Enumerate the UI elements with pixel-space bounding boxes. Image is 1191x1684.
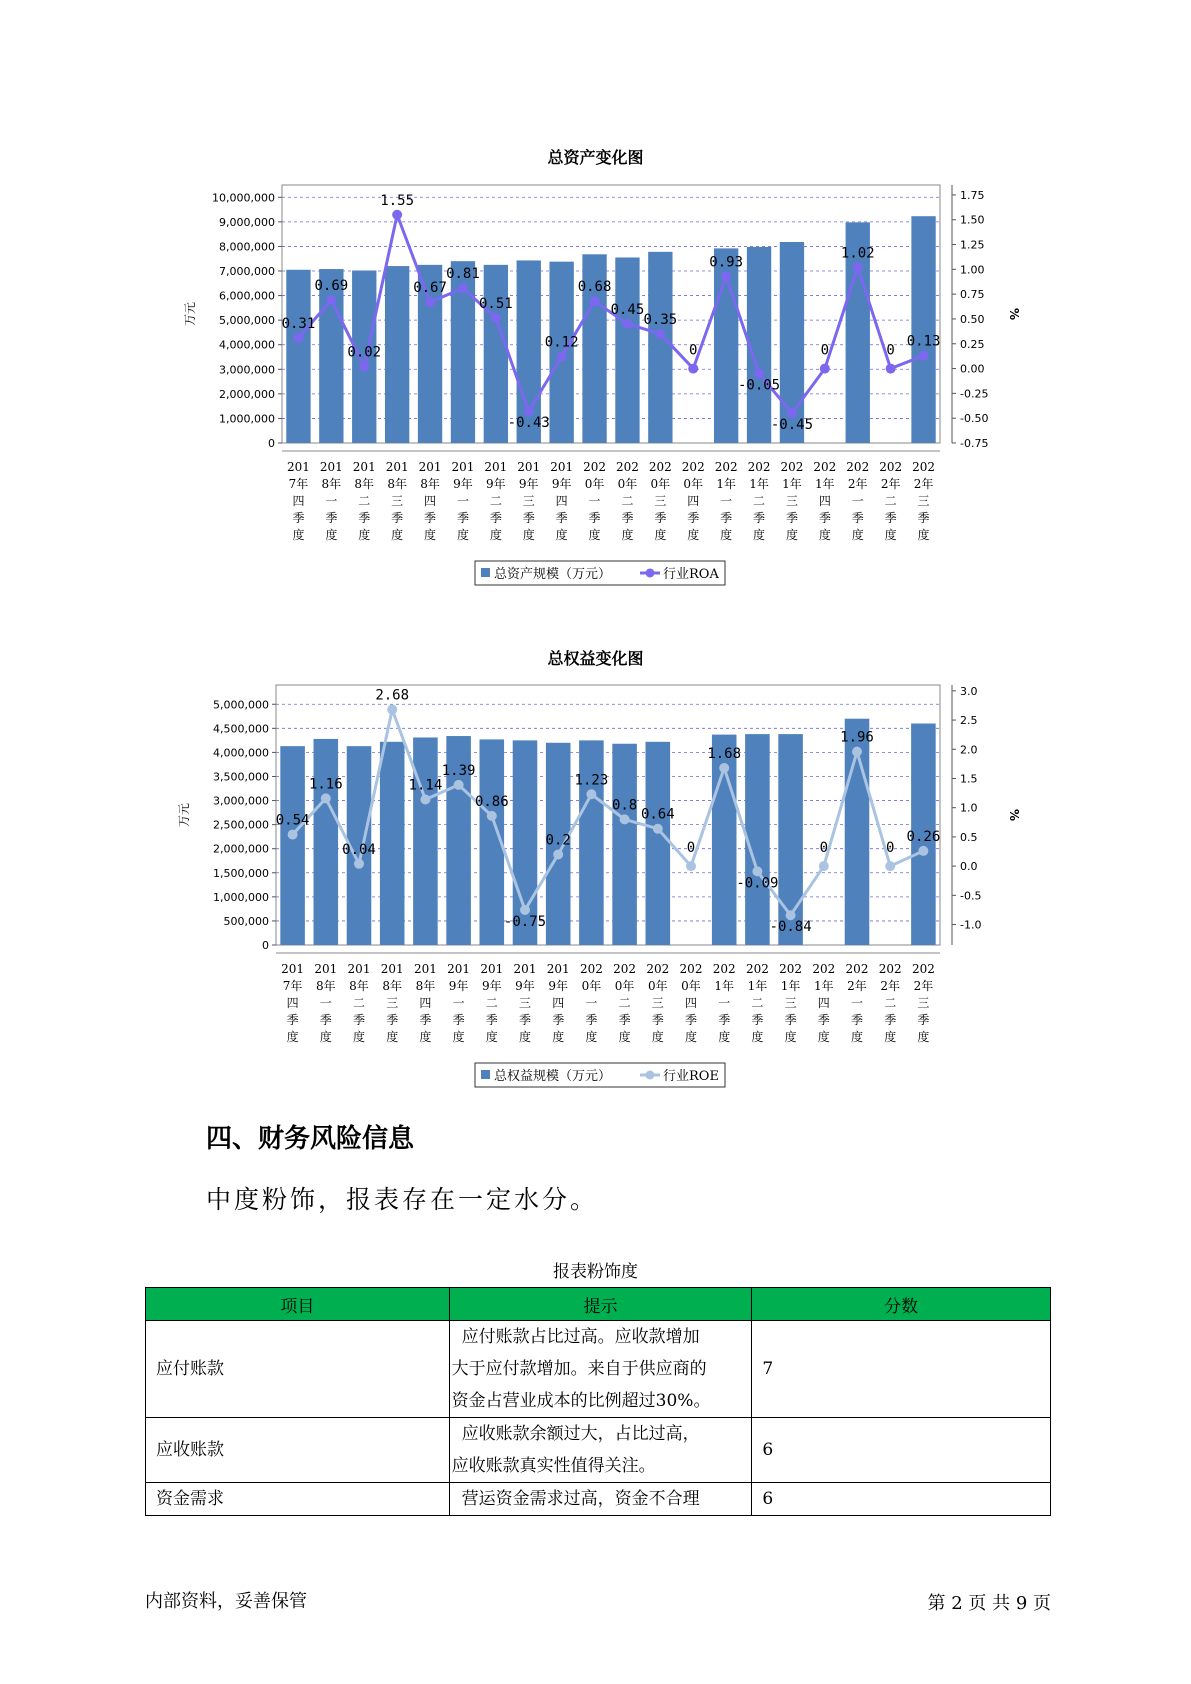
equity-x-tick-label: 202 1年二季度 (745, 962, 769, 1044)
equity-y-tick-label: 500,000 (223, 914, 269, 928)
equity-y2-tick-label: -0.5 (960, 889, 982, 903)
equity-data-label: 1.23 (574, 772, 609, 789)
equity-bar (380, 742, 405, 945)
equity-data-label: 2.68 (375, 687, 410, 704)
assets-data-label: 0.13 (906, 333, 941, 350)
assets-x-tick-label: 202 1年四季度 (813, 460, 837, 542)
equity-x-tick-label: 201 8年一季度 (314, 962, 338, 1044)
equity-data-label: 1.14 (408, 777, 443, 794)
assets-data-label: 0.81 (446, 266, 480, 283)
hint-line: 应收账款余额过大，占比过高， (461, 1424, 700, 1444)
equity-bar (612, 744, 637, 945)
assets-y2-tick-label: -0.75 (960, 437, 989, 450)
header-score: 分数 (752, 1288, 1051, 1321)
equity-y2-tick-label: 1.0 (960, 801, 978, 815)
assets-y2-tick-label: 1.75 (960, 188, 985, 202)
assets-x-tick-label: 201 9年二季度 (484, 460, 508, 542)
row-item: 应收账款 (146, 1418, 450, 1483)
assets-legend-line-label: 行业ROA (663, 567, 719, 582)
assets-y2-tick-label: 1.25 (960, 238, 985, 252)
row-item: 资金需求 (146, 1483, 450, 1516)
assets-point (458, 283, 468, 293)
equity-point (686, 861, 696, 871)
table-row (146, 1483, 1051, 1516)
equity-y2-axis-label: % (1007, 808, 1021, 822)
equity-point (885, 861, 895, 871)
equity-data-label: 0.04 (342, 841, 376, 858)
assets-data-label: 0 (886, 342, 895, 359)
equity-y-tick-label: 0 (262, 939, 269, 952)
assets-legend-bar-label: 总资产规模（万元） (494, 567, 612, 582)
equity-y-tick-label: 4,000,000 (213, 746, 269, 760)
equity-x-tick-label: 201 8年二季度 (347, 962, 371, 1044)
assets-x-tick-label: 202 0年一季度 (583, 460, 607, 542)
assets-bar (385, 266, 409, 443)
assets-y2-tick-label: -0.50 (960, 412, 989, 426)
equity-y-tick-label: 2,500,000 (213, 818, 269, 832)
equity-x-tick-label: 202 0年三季度 (646, 962, 670, 1044)
equity-chart (0, 670, 1191, 1130)
assets-chart (0, 170, 1191, 630)
equity-y2-tick-label: 3.0 (960, 684, 978, 698)
equity-plot-area (276, 685, 940, 945)
assets-data-label: 1.02 (840, 245, 875, 262)
equity-x-tick-label: 202 2年三季度 (911, 962, 935, 1044)
row-item: 应付账款 (146, 1321, 450, 1418)
row-score: 7 (752, 1321, 1051, 1418)
equity-data-label: -0.84 (769, 919, 812, 936)
equity-point (653, 824, 663, 834)
assets-point (721, 271, 731, 281)
assets-x-tick-label: 202 1年一季度 (714, 460, 738, 542)
assets-bar (286, 270, 310, 443)
section-title: 四、财务风险信息 (206, 1124, 415, 1154)
equity-point (288, 830, 298, 840)
assets-x-tick-label: 201 8年一季度 (319, 460, 343, 542)
header-hint: 提示 (449, 1288, 752, 1321)
assets-y2-tick-label: 1.50 (960, 213, 985, 227)
equity-y2-tick-label: 2.5 (960, 714, 978, 728)
equity-data-label: 0.26 (906, 828, 941, 845)
equity-x-tick-label: 201 9年一季度 (447, 962, 471, 1044)
equity-y-tick-label: 4,500,000 (213, 722, 269, 736)
assets-x-tick-label: 201 8年三季度 (385, 460, 409, 542)
equity-bar (579, 740, 604, 945)
assets-y2-tick-label: 0.50 (960, 312, 985, 326)
equity-y2-tick-label: -1.0 (960, 918, 982, 932)
assets-data-label: 0.68 (577, 279, 612, 296)
assets-point (853, 262, 863, 272)
assets-x-tick-label: 201 7年四季度 (286, 460, 310, 542)
equity-legend-line-marker (646, 1071, 655, 1080)
equity-bar (314, 739, 339, 945)
hint-line: 资金占营业成本的比例超过30%。 (451, 1391, 711, 1411)
assets-x-tick-label: 201 8年二季度 (352, 460, 376, 542)
assets-x-tick-label: 202 2年一季度 (846, 460, 870, 542)
assets-y2-axis-label: % (1007, 307, 1021, 321)
equity-bar (413, 737, 438, 945)
table-row (146, 1418, 1051, 1483)
assets-y2-tick-label: 0.75 (960, 288, 985, 302)
assets-y-tick-label: 0 (268, 437, 275, 450)
equity-data-label: 0.86 (474, 793, 509, 810)
assets-data-label: 0.35 (643, 311, 678, 328)
equity-data-label: 0.2 (545, 832, 571, 849)
assets-y-axis-label: 万元 (183, 301, 197, 327)
equity-data-label: 1.68 (707, 745, 742, 762)
row-hint (449, 1483, 752, 1516)
assets-y-tick-label: 3,000,000 (219, 363, 275, 377)
equity-legend-bar-swatch (481, 1070, 490, 1079)
equity-legend-bar-label: 总权益规模（万元） (494, 1069, 612, 1084)
equity-x-tick-label: 202 2年二季度 (878, 962, 902, 1044)
row-hint (449, 1418, 752, 1483)
equity-point (586, 789, 596, 799)
assets-point (590, 296, 600, 306)
assets-data-label: 0.69 (314, 278, 349, 295)
table-row (146, 1321, 1051, 1418)
assets-point (293, 333, 303, 343)
equity-point (387, 705, 397, 715)
section-summary: 中度粉饰，报表存在一定水分。 (206, 1185, 599, 1214)
equity-x-tick-label: 202 1年一季度 (712, 962, 736, 1044)
assets-legend-bar-swatch (481, 568, 490, 577)
assets-point (326, 295, 336, 305)
assets-bar (648, 252, 672, 443)
equity-data-label: -0.09 (736, 875, 779, 892)
equity-point (553, 849, 563, 859)
equity-data-label: 0.8 (611, 797, 638, 814)
assets-point (919, 351, 929, 361)
assets-data-label: 0.02 (347, 344, 382, 361)
equity-x-tick-label: 202 0年二季度 (613, 962, 637, 1044)
equity-point (354, 859, 364, 869)
equity-y-axis-label: 万元 (177, 802, 191, 828)
equity-x-tick-label: 201 9年四季度 (546, 962, 570, 1044)
assets-y-tick-label: 9,000,000 (219, 215, 275, 229)
assets-data-label: 1.55 (380, 192, 415, 209)
hint-line: 大于应付款增加。来自于供应商的 (451, 1359, 707, 1379)
equity-legend-line-label: 行业ROE (663, 1069, 719, 1084)
assets-data-label: -0.45 (770, 417, 814, 434)
equity-bar (745, 734, 770, 945)
equity-y2-tick-label: 0.5 (960, 830, 978, 844)
assets-x-tick-label: 202 0年四季度 (681, 460, 705, 542)
equity-data-label: 1.16 (308, 776, 343, 793)
hint-line: 应收账款真实性值得关注。 (451, 1456, 656, 1476)
assets-data-label: 0 (689, 342, 698, 359)
assets-y-tick-label: 1,000,000 (219, 412, 275, 426)
assets-legend-line-marker (646, 569, 655, 578)
table-header-row (146, 1288, 1051, 1321)
equity-x-tick-label: 201 8年四季度 (413, 962, 437, 1044)
equity-data-label: 1.39 (441, 762, 476, 779)
assets-point (491, 313, 501, 323)
assets-point (622, 319, 632, 329)
assets-data-label: 0.12 (544, 334, 579, 351)
equity-y2-tick-label: 1.5 (960, 772, 978, 786)
row-hint (449, 1321, 752, 1418)
assets-y-tick-label: 6,000,000 (219, 289, 275, 303)
chart-title-assets: 总资产变化图 (547, 148, 644, 167)
assets-y-tick-label: 7,000,000 (219, 265, 275, 278)
table-caption: 报表粉饰度 (553, 1262, 638, 1282)
assets-point (425, 297, 435, 307)
equity-data-label: 0.54 (275, 812, 310, 829)
equity-x-tick-label: 201 8年三季度 (380, 962, 404, 1044)
assets-y2-tick-label: -0.25 (960, 387, 989, 401)
equity-data-label: 0 (819, 840, 829, 857)
assets-x-tick-label: 201 8年四季度 (418, 460, 442, 542)
assets-y-tick-label: 5,000,000 (219, 314, 275, 328)
equity-point (918, 846, 928, 856)
assets-point (392, 210, 402, 220)
equity-x-tick-label: 201 9年三季度 (513, 962, 537, 1044)
assets-point (655, 329, 665, 339)
assets-point (688, 364, 698, 374)
assets-x-tick-label: 202 1年二季度 (747, 460, 771, 542)
assets-data-label: 0.31 (281, 315, 316, 332)
assets-point (820, 364, 830, 374)
equity-data-label: 0 (885, 840, 895, 857)
equity-data-label: 0.64 (640, 806, 675, 823)
equity-x-tick-label: 202 1年四季度 (812, 962, 836, 1044)
footer-confidential: 内部资料，妥善保管 (145, 1591, 307, 1612)
equity-x-tick-label: 202 0年一季度 (579, 962, 603, 1044)
equity-point (620, 814, 630, 824)
assets-bar (911, 216, 935, 443)
assets-data-label: 0.67 (413, 280, 447, 297)
equity-x-tick-label: 201 7年四季度 (281, 962, 305, 1044)
assets-data-label: 0.51 (478, 295, 513, 312)
assets-y-tick-label: 4,000,000 (219, 338, 275, 352)
equity-bar (646, 742, 671, 945)
assets-y-tick-label: 8,000,000 (219, 240, 275, 254)
assets-x-tick-label: 202 0年二季度 (615, 460, 639, 542)
equity-y2-tick-label: 0.0 (960, 860, 978, 874)
assets-data-label: -0.43 (507, 415, 550, 432)
hint-line: 营运资金需求过高，资金不合理 (461, 1489, 700, 1509)
equity-y-tick-label: 1,000,000 (213, 890, 269, 904)
equity-point (819, 861, 829, 871)
equity-x-tick-label: 202 2年一季度 (845, 962, 869, 1044)
chart-title-equity: 总权益变化图 (547, 649, 644, 668)
assets-x-tick-label: 202 1年三季度 (780, 460, 804, 542)
equity-point (719, 763, 729, 773)
hint-line: 应付账款占比过高。应收款增加 (461, 1327, 700, 1347)
equity-point (852, 747, 862, 757)
row-score: 6 (752, 1418, 1051, 1483)
assets-bar (484, 265, 508, 443)
equity-data-label: 1.96 (840, 729, 874, 746)
assets-x-tick-label: 201 9年一季度 (451, 460, 475, 542)
assets-bar (615, 257, 639, 443)
equity-point (487, 811, 497, 821)
assets-y2-tick-label: 0.25 (960, 337, 985, 351)
equity-point (454, 780, 464, 790)
equity-x-tick-label: 201 9年二季度 (480, 962, 504, 1044)
row-score: 6 (752, 1483, 1051, 1516)
equity-y2-tick-label: 2.0 (960, 743, 978, 757)
assets-data-label: 0 (820, 342, 830, 359)
equity-data-label: 0 (686, 840, 696, 857)
assets-x-tick-label: 201 9年三季度 (517, 460, 541, 542)
equity-y-tick-label: 3,500,000 (213, 770, 269, 784)
equity-bar (280, 746, 305, 945)
assets-x-tick-label: 202 0年三季度 (648, 460, 672, 542)
equity-x-tick-label: 202 1年三季度 (779, 962, 803, 1044)
assets-data-label: 0.45 (610, 301, 645, 318)
assets-point (359, 362, 369, 372)
assets-y-tick-label: 2,000,000 (219, 387, 275, 401)
assets-point (557, 352, 567, 362)
assets-y2-tick-label: 0.00 (960, 362, 985, 376)
header-item: 项目 (146, 1288, 450, 1321)
equity-data-label: -0.75 (503, 913, 547, 930)
assets-data-label: -0.05 (737, 377, 781, 394)
equity-y-tick-label: 5,000,000 (213, 698, 269, 712)
assets-point (886, 364, 896, 374)
equity-y-tick-label: 1,500,000 (213, 866, 269, 880)
assets-y2-tick-label: 1.00 (960, 263, 985, 277)
assets-data-label: 0.93 (709, 254, 744, 271)
equity-y-tick-label: 2,000,000 (213, 842, 269, 856)
footer-page-number: 第 2 页 共 9 页 (927, 1593, 1051, 1614)
equity-point (321, 793, 331, 803)
equity-x-tick-label: 202 0年四季度 (679, 962, 703, 1044)
assets-x-tick-label: 201 9年四季度 (550, 460, 574, 542)
risk-table (145, 1287, 1051, 1516)
assets-x-tick-label: 202 2年三季度 (912, 460, 936, 542)
assets-x-tick-label: 202 2年二季度 (879, 460, 903, 542)
assets-y-tick-label: 10,000,000 (212, 191, 275, 205)
equity-y-tick-label: 3,000,000 (213, 794, 269, 808)
equity-point (420, 795, 430, 805)
